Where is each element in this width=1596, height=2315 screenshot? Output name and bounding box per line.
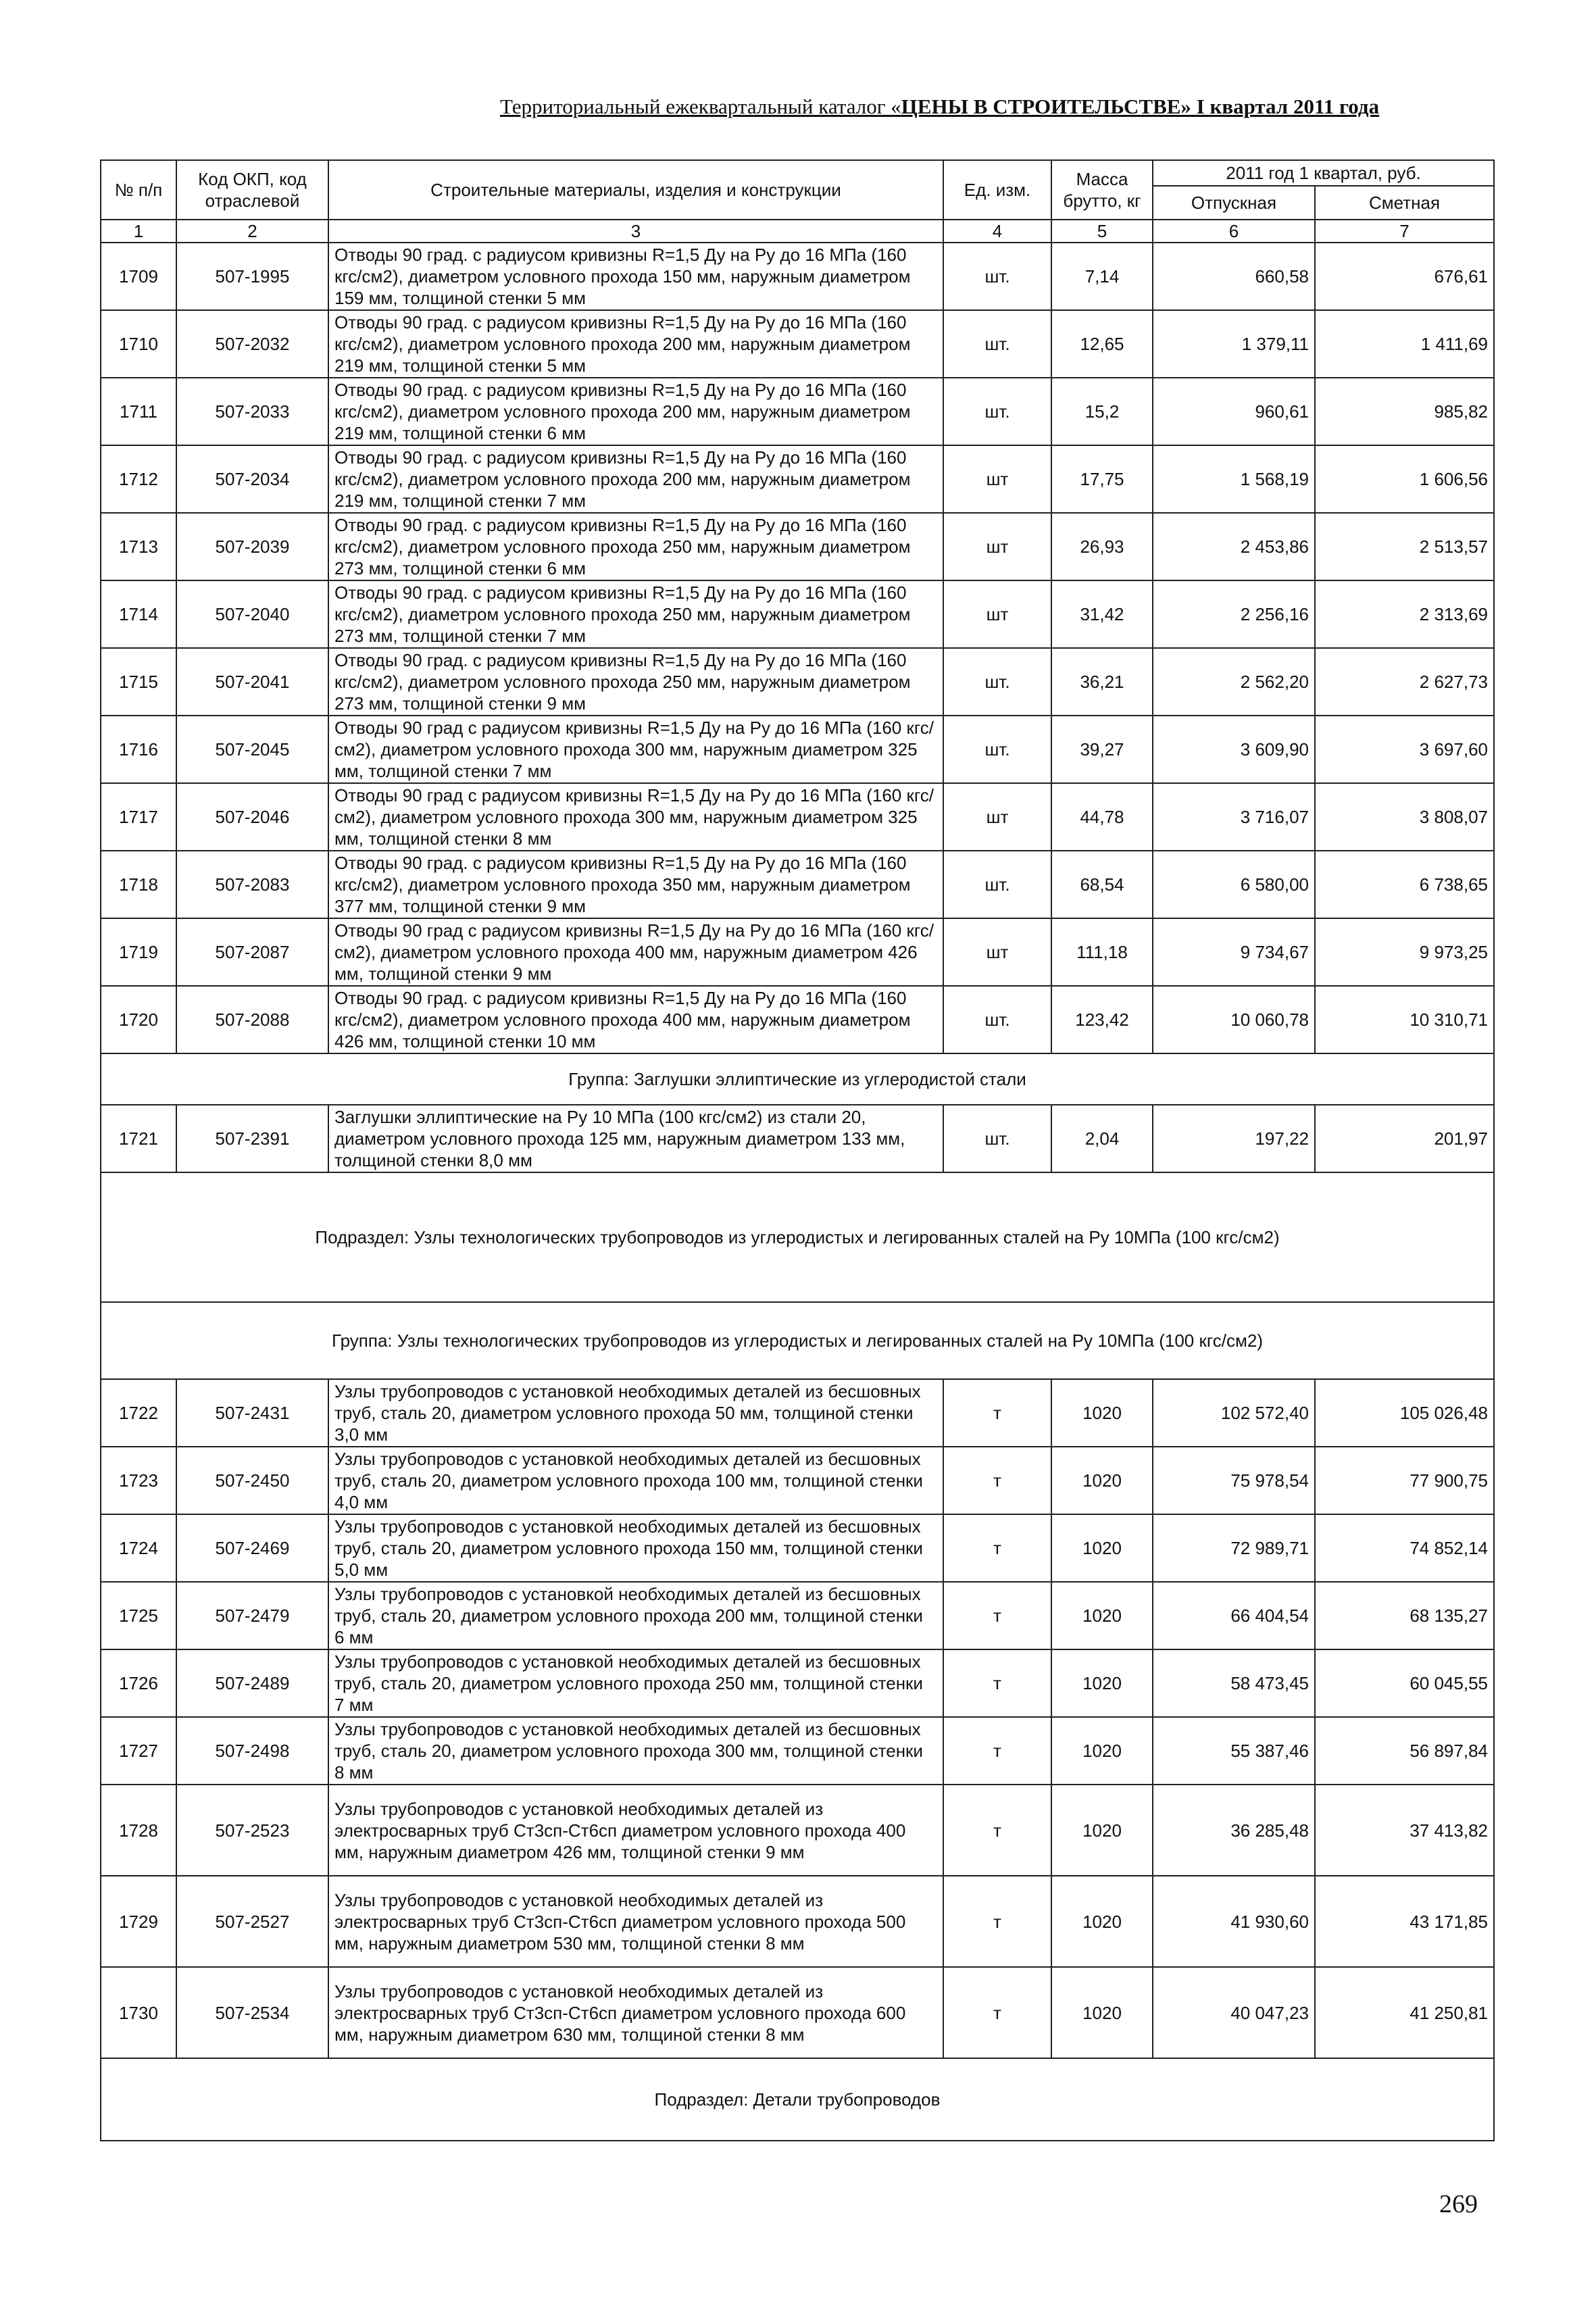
- table-row: [101, 851, 1494, 918]
- row-release-price: 72 989,71: [1153, 1514, 1315, 1582]
- row-release-price: 660,58: [1153, 243, 1315, 310]
- row-release-price: 75 978,54: [1153, 1447, 1315, 1514]
- rows-plugs: [101, 1105, 1494, 1172]
- header-text-bold: ЦЕНЫ В СТРОИТЕЛЬСТВЕ»: [901, 95, 1191, 118]
- column-number-cell: 5: [1051, 220, 1153, 243]
- row-release-price: 960,61: [1153, 378, 1315, 445]
- table-row: [101, 1582, 1494, 1649]
- row-description: Заглушки эллиптические на Ру 10 МПа (100 кгс/см2) из стали 20, диаметром условного прохода 125 мм, наружным диаметром 133 мм, толщиной стенки 8,0 мм: [328, 1105, 943, 1172]
- row-unit: шт: [943, 580, 1051, 648]
- row-mass: 1020: [1051, 1514, 1153, 1582]
- header-text-plain-2: I квартал 2011 года: [1191, 95, 1380, 118]
- row-unit: шт.: [943, 986, 1051, 1053]
- row-description: Отводы 90 град. с радиусом кривизны R=1,5 Ду на Ру до 16 МПа (160 кгс/см2), диаметром условного прохода 400 мм, наружным диаметром 426 мм, толщиной стенки 10 мм: [328, 986, 943, 1053]
- table-row: [101, 1717, 1494, 1785]
- row-description: Узлы трубопроводов с установкой необходимых деталей из бесшовных труб, сталь 20, диаметром условного прохода 300 мм, толщиной стенки 8 мм: [328, 1717, 943, 1785]
- row-number: 1730: [101, 1967, 176, 2058]
- row-unit: шт: [943, 445, 1051, 513]
- row-mass: 1020: [1051, 1379, 1153, 1447]
- header-text-plain: Территориальный ежеквартальный каталог «: [500, 95, 901, 118]
- row-number: 1709: [101, 243, 176, 310]
- row-number: 1717: [101, 783, 176, 851]
- page-number: 269: [1439, 2190, 1478, 2218]
- row-mass: 15,2: [1051, 378, 1153, 445]
- group-row-plugs: [101, 1053, 1494, 1105]
- table-row: [101, 1447, 1494, 1514]
- col-header-unit: Ед. изм.: [943, 160, 1051, 220]
- column-number-cell: 3: [328, 220, 943, 243]
- row-description: Узлы трубопроводов с установкой необходимых деталей из электросварных труб Ст3сп-Ст6сп диаметром условного прохода 600 мм, наружным диаметром 630 мм, толщиной стенки 8 мм: [328, 1967, 943, 2058]
- row-release-price: 9 734,67: [1153, 918, 1315, 986]
- price-catalog-table: [100, 159, 1495, 2141]
- row-description: Отводы 90 град. с радиусом кривизны R=1,5 Ду на Ру до 16 МПа (160 кгс/см2), диаметром условного прохода 200 мм, наружным диаметром 219 мм, толщиной стенки 6 мм: [328, 378, 943, 445]
- row-mass: 1020: [1051, 1717, 1153, 1785]
- row-unit: т: [943, 1967, 1051, 2058]
- row-code: 507-2450: [176, 1447, 328, 1514]
- header-row-1: [101, 160, 1494, 186]
- column-number-cell: 2: [176, 220, 328, 243]
- row-description: Отводы 90 град. с радиусом кривизны R=1,5 Ду на Ру до 16 МПа (160 кгс/см2), диаметром условного прохода 250 мм, наружным диаметром 273 мм, толщиной стенки 9 мм: [328, 648, 943, 716]
- row-estimate-price: 985,82: [1315, 378, 1494, 445]
- col-header-mass: Масса брутто, кг: [1051, 160, 1153, 220]
- row-unit: т: [943, 1514, 1051, 1582]
- row-code: 507-2041: [176, 648, 328, 716]
- row-estimate-price: 1 606,56: [1315, 445, 1494, 513]
- row-code: 507-2034: [176, 445, 328, 513]
- row-number: 1710: [101, 310, 176, 378]
- row-code: 507-2088: [176, 986, 328, 1053]
- row-mass: 1020: [1051, 1649, 1153, 1717]
- table-row: [101, 1876, 1494, 1967]
- column-number-cell: 7: [1315, 220, 1494, 243]
- rows-elbows: [101, 243, 1494, 1053]
- row-description: Отводы 90 град с радиусом кривизны R=1,5 Ду на Ру до 16 МПа (160 кгс/см2), диаметром условного прохода 400 мм, наружным диаметром 426 мм, толщиной стенки 9 мм: [328, 918, 943, 986]
- row-mass: 36,21: [1051, 648, 1153, 716]
- row-unit: т: [943, 1649, 1051, 1717]
- subsection-title-nodes: Подраздел: Узлы технологических трубопроводов из углеродистых и легированных сталей на Ру 10МПа (100 кгс/см2): [101, 1172, 1494, 1302]
- table-row: [101, 986, 1494, 1053]
- row-code: 507-2040: [176, 580, 328, 648]
- table-row: [101, 378, 1494, 445]
- subsection-row-parts: [101, 2058, 1494, 2141]
- row-unit: т: [943, 1447, 1051, 1514]
- table-row: [101, 1105, 1494, 1172]
- row-release-price: 10 060,78: [1153, 986, 1315, 1053]
- subsection-row-nodes: [101, 1172, 1494, 1302]
- row-code: 507-2032: [176, 310, 328, 378]
- row-estimate-price: 3 808,07: [1315, 783, 1494, 851]
- table-row: [101, 1649, 1494, 1717]
- table-row: [101, 1967, 1494, 2058]
- row-unit: шт.: [943, 648, 1051, 716]
- row-code: 507-2431: [176, 1379, 328, 1447]
- row-code: 507-2045: [176, 716, 328, 783]
- row-unit: т: [943, 1582, 1051, 1649]
- row-number: 1720: [101, 986, 176, 1053]
- row-estimate-price: 6 738,65: [1315, 851, 1494, 918]
- row-estimate-price: 56 897,84: [1315, 1717, 1494, 1785]
- group-title-plugs: Группа: Заглушки эллиптические из углеродистой стали: [101, 1053, 1494, 1105]
- rows-pipeline-nodes: [101, 1379, 1494, 2058]
- row-number: 1727: [101, 1717, 176, 1785]
- row-number: 1729: [101, 1876, 176, 1967]
- running-header: [500, 95, 1487, 119]
- row-code: 507-2498: [176, 1717, 328, 1785]
- row-description: Узлы трубопроводов с установкой необходимых деталей из электросварных труб Ст3сп-Ст6сп диаметром условного прохода 400 мм, наружным диаметром 426 мм, толщиной стенки 9 мм: [328, 1785, 943, 1876]
- row-description: Отводы 90 град. с радиусом кривизны R=1,5 Ду на Ру до 16 МПа (160 кгс/см2), диаметром условного прохода 150 мм, наружным диаметром 159 мм, толщиной стенки 5 мм: [328, 243, 943, 310]
- row-description: Узлы трубопроводов с установкой необходимых деталей из бесшовных труб, сталь 20, диаметром условного прохода 200 мм, толщиной стенки 6 мм: [328, 1582, 943, 1649]
- row-description: Отводы 90 град. с радиусом кривизны R=1,5 Ду на Ру до 16 МПа (160 кгс/см2), диаметром условного прохода 200 мм, наружным диаметром 219 мм, толщиной стенки 7 мм: [328, 445, 943, 513]
- column-number-cell: 1: [101, 220, 176, 243]
- row-estimate-price: 3 697,60: [1315, 716, 1494, 783]
- row-code: 507-1995: [176, 243, 328, 310]
- table-row: [101, 783, 1494, 851]
- row-mass: 17,75: [1051, 445, 1153, 513]
- row-description: Узлы трубопроводов с установкой необходимых деталей из бесшовных труб, сталь 20, диаметром условного прохода 150 мм, толщиной стенки 5,0 мм: [328, 1514, 943, 1582]
- row-mass: 12,65: [1051, 310, 1153, 378]
- row-code: 507-2039: [176, 513, 328, 580]
- row-estimate-price: 9 973,25: [1315, 918, 1494, 986]
- row-description: Отводы 90 град с радиусом кривизны R=1,5 Ду на Ру до 16 МПа (160 кгс/см2), диаметром условного прохода 300 мм, наружным диаметром 325 мм, толщиной стенки 8 мм: [328, 783, 943, 851]
- row-code: 507-2391: [176, 1105, 328, 1172]
- row-number: 1713: [101, 513, 176, 580]
- row-description: Отводы 90 град. с радиусом кривизны R=1,5 Ду на Ру до 16 МПа (160 кгс/см2), диаметром условного прохода 200 мм, наружным диаметром 219 мм, толщиной стенки 5 мм: [328, 310, 943, 378]
- table-row: [101, 648, 1494, 716]
- row-number: 1715: [101, 648, 176, 716]
- row-mass: 26,93: [1051, 513, 1153, 580]
- column-number-cell: 6: [1153, 220, 1315, 243]
- col-header-num: № п/п: [101, 160, 176, 220]
- row-number: 1721: [101, 1105, 176, 1172]
- row-estimate-price: 105 026,48: [1315, 1379, 1494, 1447]
- row-number: 1725: [101, 1582, 176, 1649]
- row-number: 1722: [101, 1379, 176, 1447]
- row-number: 1723: [101, 1447, 176, 1514]
- table-row: [101, 918, 1494, 986]
- row-estimate-price: 2 313,69: [1315, 580, 1494, 648]
- row-number: 1714: [101, 580, 176, 648]
- row-number: 1718: [101, 851, 176, 918]
- table-row: [101, 1785, 1494, 1876]
- row-code: 507-2523: [176, 1785, 328, 1876]
- row-mass: 31,42: [1051, 580, 1153, 648]
- row-unit: шт.: [943, 378, 1051, 445]
- row-code: 507-2083: [176, 851, 328, 918]
- row-unit: т: [943, 1876, 1051, 1967]
- row-unit: шт.: [943, 851, 1051, 918]
- row-number: 1712: [101, 445, 176, 513]
- row-estimate-price: 77 900,75: [1315, 1447, 1494, 1514]
- group-row-nodes: [101, 1302, 1494, 1379]
- col-header-name: Строительные материалы, изделия и конструкции: [328, 160, 943, 220]
- table-row: [101, 243, 1494, 310]
- row-release-price: 3 609,90: [1153, 716, 1315, 783]
- row-release-price: 102 572,40: [1153, 1379, 1315, 1447]
- row-estimate-price: 676,61: [1315, 243, 1494, 310]
- row-mass: 44,78: [1051, 783, 1153, 851]
- row-unit: т: [943, 1379, 1051, 1447]
- row-mass: 7,14: [1051, 243, 1153, 310]
- row-code: 507-2033: [176, 378, 328, 445]
- row-code: 507-2046: [176, 783, 328, 851]
- table-row: [101, 310, 1494, 378]
- row-estimate-price: 74 852,14: [1315, 1514, 1494, 1582]
- row-code: 507-2534: [176, 1967, 328, 2058]
- row-unit: т: [943, 1785, 1051, 1876]
- row-estimate-price: 1 411,69: [1315, 310, 1494, 378]
- row-description: Узлы трубопроводов с установкой необходимых деталей из бесшовных труб, сталь 20, диаметром условного прохода 50 мм, толщиной стенки 3,0 мм: [328, 1379, 943, 1447]
- column-number-cell: 4: [943, 220, 1051, 243]
- row-mass: 1020: [1051, 1876, 1153, 1967]
- row-mass: 1020: [1051, 1785, 1153, 1876]
- row-release-price: 1 379,11: [1153, 310, 1315, 378]
- row-mass: 1020: [1051, 1447, 1153, 1514]
- row-release-price: 2 562,20: [1153, 648, 1315, 716]
- table-row: [101, 1379, 1494, 1447]
- row-mass: 111,18: [1051, 918, 1153, 986]
- group-title-nodes: Группа: Узлы технологических трубопроводов из углеродистых и легированных сталей на Ру 10МПа (100 кгс/см2): [101, 1302, 1494, 1379]
- table-row: [101, 580, 1494, 648]
- row-release-price: 2 256,16: [1153, 580, 1315, 648]
- table-row: [101, 716, 1494, 783]
- row-mass: 1020: [1051, 1967, 1153, 2058]
- row-estimate-price: 201,97: [1315, 1105, 1494, 1172]
- row-unit: т: [943, 1717, 1051, 1785]
- row-unit: шт: [943, 513, 1051, 580]
- row-code: 507-2087: [176, 918, 328, 986]
- row-number: 1728: [101, 1785, 176, 1876]
- row-number: 1726: [101, 1649, 176, 1717]
- subsection-title-parts: Подраздел: Детали трубопроводов: [101, 2058, 1494, 2141]
- row-estimate-price: 43 171,85: [1315, 1876, 1494, 1967]
- row-unit: шт.: [943, 716, 1051, 783]
- row-unit: шт.: [943, 243, 1051, 310]
- row-number: 1716: [101, 716, 176, 783]
- row-estimate-price: 37 413,82: [1315, 1785, 1494, 1876]
- row-unit: шт: [943, 783, 1051, 851]
- row-description: Отводы 90 град. с радиусом кривизны R=1,5 Ду на Ру до 16 МПа (160 кгс/см2), диаметром условного прохода 250 мм, наружным диаметром 273 мм, толщиной стенки 6 мм: [328, 513, 943, 580]
- row-number: 1719: [101, 918, 176, 986]
- row-number: 1711: [101, 378, 176, 445]
- row-mass: 39,27: [1051, 716, 1153, 783]
- col-header-period: 2011 год 1 квартал, руб.: [1153, 160, 1494, 186]
- row-release-price: 55 387,46: [1153, 1717, 1315, 1785]
- row-description: Отводы 90 град с радиусом кривизны R=1,5 Ду на Ру до 16 МПа (160 кгс/см2), диаметром условного прохода 300 мм, наружным диаметром 325 мм, толщиной стенки 7 мм: [328, 716, 943, 783]
- row-code: 507-2489: [176, 1649, 328, 1717]
- row-description: Узлы трубопроводов с установкой необходимых деталей из бесшовных труб, сталь 20, диаметром условного прохода 250 мм, толщиной стенки 7 мм: [328, 1649, 943, 1717]
- row-release-price: 36 285,48: [1153, 1785, 1315, 1876]
- row-estimate-price: 2 513,57: [1315, 513, 1494, 580]
- row-mass: 1020: [1051, 1582, 1153, 1649]
- col-header-release: Отпускная: [1153, 186, 1315, 220]
- row-estimate-price: 41 250,81: [1315, 1967, 1494, 2058]
- row-release-price: 41 930,60: [1153, 1876, 1315, 1967]
- row-description: Узлы трубопроводов с установкой необходимых деталей из бесшовных труб, сталь 20, диаметром условного прохода 100 мм, толщиной стенки 4,0 мм: [328, 1447, 943, 1514]
- row-mass: 68,54: [1051, 851, 1153, 918]
- table-row: [101, 445, 1494, 513]
- row-release-price: 58 473,45: [1153, 1649, 1315, 1717]
- row-release-price: 1 568,19: [1153, 445, 1315, 513]
- row-code: 507-2479: [176, 1582, 328, 1649]
- row-mass: 123,42: [1051, 986, 1153, 1053]
- table-row: [101, 1514, 1494, 1582]
- row-estimate-price: 2 627,73: [1315, 648, 1494, 716]
- row-description: Отводы 90 град. с радиусом кривизны R=1,5 Ду на Ру до 16 МПа (160 кгс/см2), диаметром условного прохода 250 мм, наружным диаметром 273 мм, толщиной стенки 7 мм: [328, 580, 943, 648]
- row-estimate-price: 10 310,71: [1315, 986, 1494, 1053]
- row-unit: шт.: [943, 310, 1051, 378]
- col-header-code: Код ОКП, код отраслевой: [176, 160, 328, 220]
- row-release-price: 197,22: [1153, 1105, 1315, 1172]
- row-estimate-price: 60 045,55: [1315, 1649, 1494, 1717]
- row-code: 507-2469: [176, 1514, 328, 1582]
- row-description: Отводы 90 град. с радиусом кривизны R=1,5 Ду на Ру до 16 МПа (160 кгс/см2), диаметром условного прохода 350 мм, наружным диаметром 377 мм, толщиной стенки 9 мм: [328, 851, 943, 918]
- row-release-price: 2 453,86: [1153, 513, 1315, 580]
- row-unit: шт.: [943, 1105, 1051, 1172]
- row-release-price: 66 404,54: [1153, 1582, 1315, 1649]
- row-number: 1724: [101, 1514, 176, 1582]
- row-mass: 2,04: [1051, 1105, 1153, 1172]
- column-number-row: [101, 220, 1494, 243]
- table-row: [101, 513, 1494, 580]
- row-unit: шт: [943, 918, 1051, 986]
- row-description: Узлы трубопроводов с установкой необходимых деталей из электросварных труб Ст3сп-Ст6сп диаметром условного прохода 500 мм, наружным диаметром 530 мм, толщиной стенки 8 мм: [328, 1876, 943, 1967]
- row-release-price: 3 716,07: [1153, 783, 1315, 851]
- col-header-estimate: Сметная: [1315, 186, 1494, 220]
- row-release-price: 6 580,00: [1153, 851, 1315, 918]
- row-code: 507-2527: [176, 1876, 328, 1967]
- row-estimate-price: 68 135,27: [1315, 1582, 1494, 1649]
- row-release-price: 40 047,23: [1153, 1967, 1315, 2058]
